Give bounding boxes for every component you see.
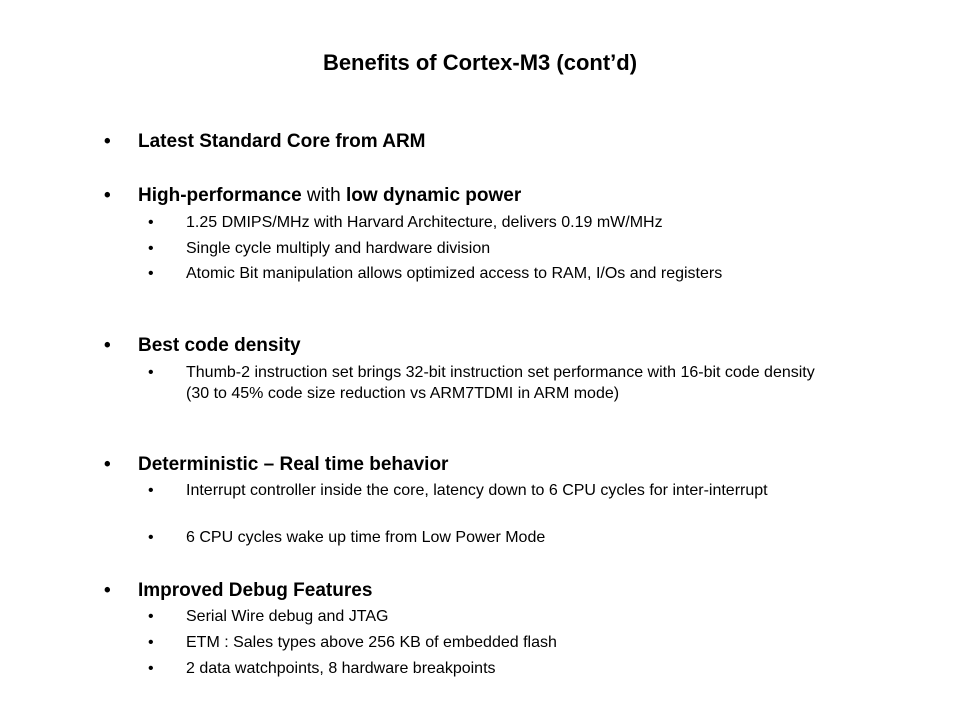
heading-part: High-performance	[138, 185, 302, 206]
bullet: •	[148, 482, 154, 499]
bullet: •	[148, 240, 154, 257]
bullet: •	[148, 214, 154, 231]
item-text: Serial Wire debug and JTAG	[186, 608, 389, 625]
item-text: 6 CPU cycles wake up time from Low Power Mode	[186, 529, 546, 546]
item-text: Thumb-2 instruction set brings 32-bit instruction set performance with 16-bit code density (30 to 45% code size reduction vs ARM7TDMI in ARM mode)	[186, 364, 815, 402]
section-heading: Latest Standard Core from ARM	[138, 131, 426, 152]
heading-part: low dynamic power	[346, 185, 522, 206]
bullet: •	[148, 529, 154, 546]
heading-part: with	[301, 185, 346, 206]
bullet: •	[148, 660, 154, 677]
bullet: •	[104, 131, 111, 152]
bullet: •	[148, 364, 154, 381]
item-text: Single cycle multiply and hardware division	[186, 240, 491, 257]
section-heading: Deterministic – Real time behavior	[138, 454, 449, 475]
bullet: •	[104, 580, 111, 601]
item-text: 1.25 DMIPS/MHz with Harvard Architecture, delivers 0.19 mW/MHz	[186, 214, 663, 231]
bullet: •	[148, 634, 154, 651]
item-text: ETM : Sales types above 256 KB of embedded flash	[186, 634, 557, 651]
bullet: •	[104, 335, 111, 356]
slide-title: Benefits of Cortex-M3 (cont’d)	[322, 50, 638, 75]
section-heading: Best code density	[138, 335, 301, 356]
item-text: 2 data watchpoints, 8 hardware breakpoints	[186, 660, 496, 677]
section-heading	[138, 184, 521, 208]
item-text: Interrupt controller inside the core, latency down to 6 CPU cycles for inter-interrupt	[186, 482, 768, 499]
bullet: •	[104, 454, 111, 475]
item-text: Atomic Bit manipulation allows optimized access to RAM, I/Os and registers	[186, 265, 723, 282]
bullet: •	[148, 608, 154, 625]
bullet: •	[148, 265, 154, 282]
section-heading: Improved Debug Features	[138, 580, 373, 601]
bullet: •	[104, 185, 111, 206]
